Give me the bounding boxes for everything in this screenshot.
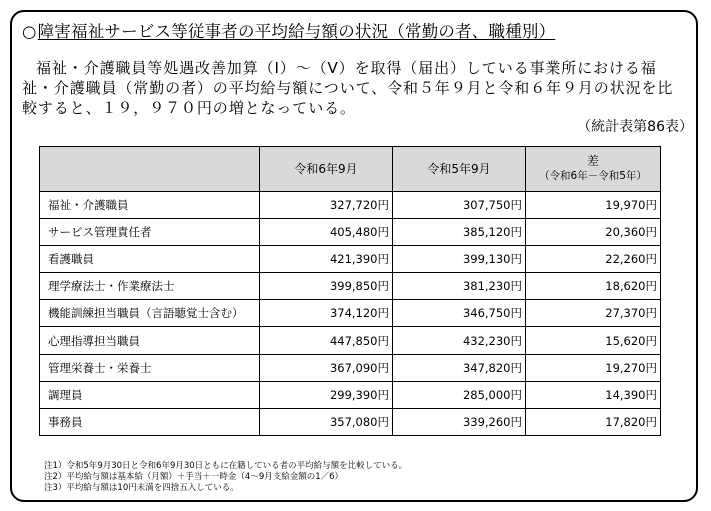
cell-diff: 15,620円 — [526, 327, 661, 354]
footnote-2: 注2）平均給与額は基本給（月額）＋手当＋一時金（4～9月支給金額の1／6） — [44, 472, 344, 482]
row-label: 機能訓練担当職員（言語聴覚士含む） — [40, 300, 260, 327]
cell-diff: 27,370円 — [526, 300, 661, 327]
table-row — [40, 354, 661, 381]
row-label: サービス管理責任者 — [40, 219, 260, 246]
cell-r6: 357,080円 — [260, 408, 393, 435]
intro-line-3: 較すると、１９，９７０円の増となっている。 — [22, 99, 356, 117]
cell-r5: 347,820円 — [393, 354, 526, 381]
title-text: 障害福祉サービス等従事者の平均給与額の状況（常勤の者、職種別） — [37, 22, 556, 41]
header-r6: 令和6年9月 — [260, 147, 393, 192]
row-label: 福祉・介護職員 — [40, 192, 260, 219]
row-label: 管理栄養士・栄養士 — [40, 354, 260, 381]
table-row — [40, 219, 661, 246]
source-reference: （統計表第86表） — [577, 119, 693, 135]
footnotes — [44, 461, 407, 494]
table-header-row — [40, 147, 661, 192]
cell-r5: 399,130円 — [393, 246, 526, 273]
cell-diff: 20,360円 — [526, 219, 661, 246]
footnote-3: 注3）平均給与額は10円未満を四捨五入している。 — [44, 483, 239, 493]
cell-diff: 18,620円 — [526, 273, 661, 300]
cell-r6: 327,720円 — [260, 192, 393, 219]
cell-r5: 307,750円 — [393, 192, 526, 219]
intro-line-1: 福祉・介護職員等処遇改善加算（Ⅰ）～（Ⅴ）を取得（届出）している事業所における福 — [36, 59, 657, 77]
header-diff-label: 差 — [586, 154, 599, 168]
table-row — [40, 273, 661, 300]
cell-r5: 346,750円 — [393, 300, 526, 327]
header-r5: 令和5年9月 — [393, 147, 526, 192]
title-marker: ○ — [22, 22, 37, 41]
row-label: 心理指導担当職員 — [40, 327, 260, 354]
row-label: 理学療法士・作業療法士 — [40, 273, 260, 300]
salary-table — [39, 146, 661, 436]
cell-r6: 421,390円 — [260, 246, 393, 273]
cell-r5: 381,230円 — [393, 273, 526, 300]
row-label: 事務員 — [40, 408, 260, 435]
table-row — [40, 192, 661, 219]
cell-diff: 22,260円 — [526, 246, 661, 273]
table-row — [40, 327, 661, 354]
cell-r5: 432,230円 — [393, 327, 526, 354]
cell-r6: 299,390円 — [260, 381, 393, 408]
table-row — [40, 381, 661, 408]
intro-paragraph — [22, 58, 694, 118]
cell-r6: 374,120円 — [260, 300, 393, 327]
cell-r6: 399,850円 — [260, 273, 393, 300]
header-blank — [40, 147, 260, 192]
cell-r6: 405,480円 — [260, 219, 393, 246]
cell-diff: 17,820円 — [526, 408, 661, 435]
cell-diff: 14,390円 — [526, 381, 661, 408]
footnote-1: 注1）令和5年9月30日と令和6年9月30日ともに在籍している者の平均給与額を比較している。 — [44, 461, 408, 471]
cell-r5: 285,000円 — [393, 381, 526, 408]
cell-r6: 447,850円 — [260, 327, 393, 354]
section-title — [22, 22, 555, 42]
table-row — [40, 246, 661, 273]
intro-line-2: 祉・介護職員（常勤の者）の平均給与額について、令和５年９月と令和６年９月の状況を比 — [22, 79, 674, 97]
cell-diff: 19,970円 — [526, 192, 661, 219]
row-label: 調理員 — [40, 381, 260, 408]
cell-r5: 385,120円 — [393, 219, 526, 246]
cell-diff: 19,270円 — [526, 354, 661, 381]
row-label: 看護職員 — [40, 246, 260, 273]
header-diff-sub: （令和6年－令和5年） — [539, 170, 647, 182]
table-row — [40, 300, 661, 327]
header-diff — [526, 147, 661, 192]
cell-r5: 339,260円 — [393, 408, 526, 435]
table-row — [40, 408, 661, 435]
cell-r6: 367,090円 — [260, 354, 393, 381]
